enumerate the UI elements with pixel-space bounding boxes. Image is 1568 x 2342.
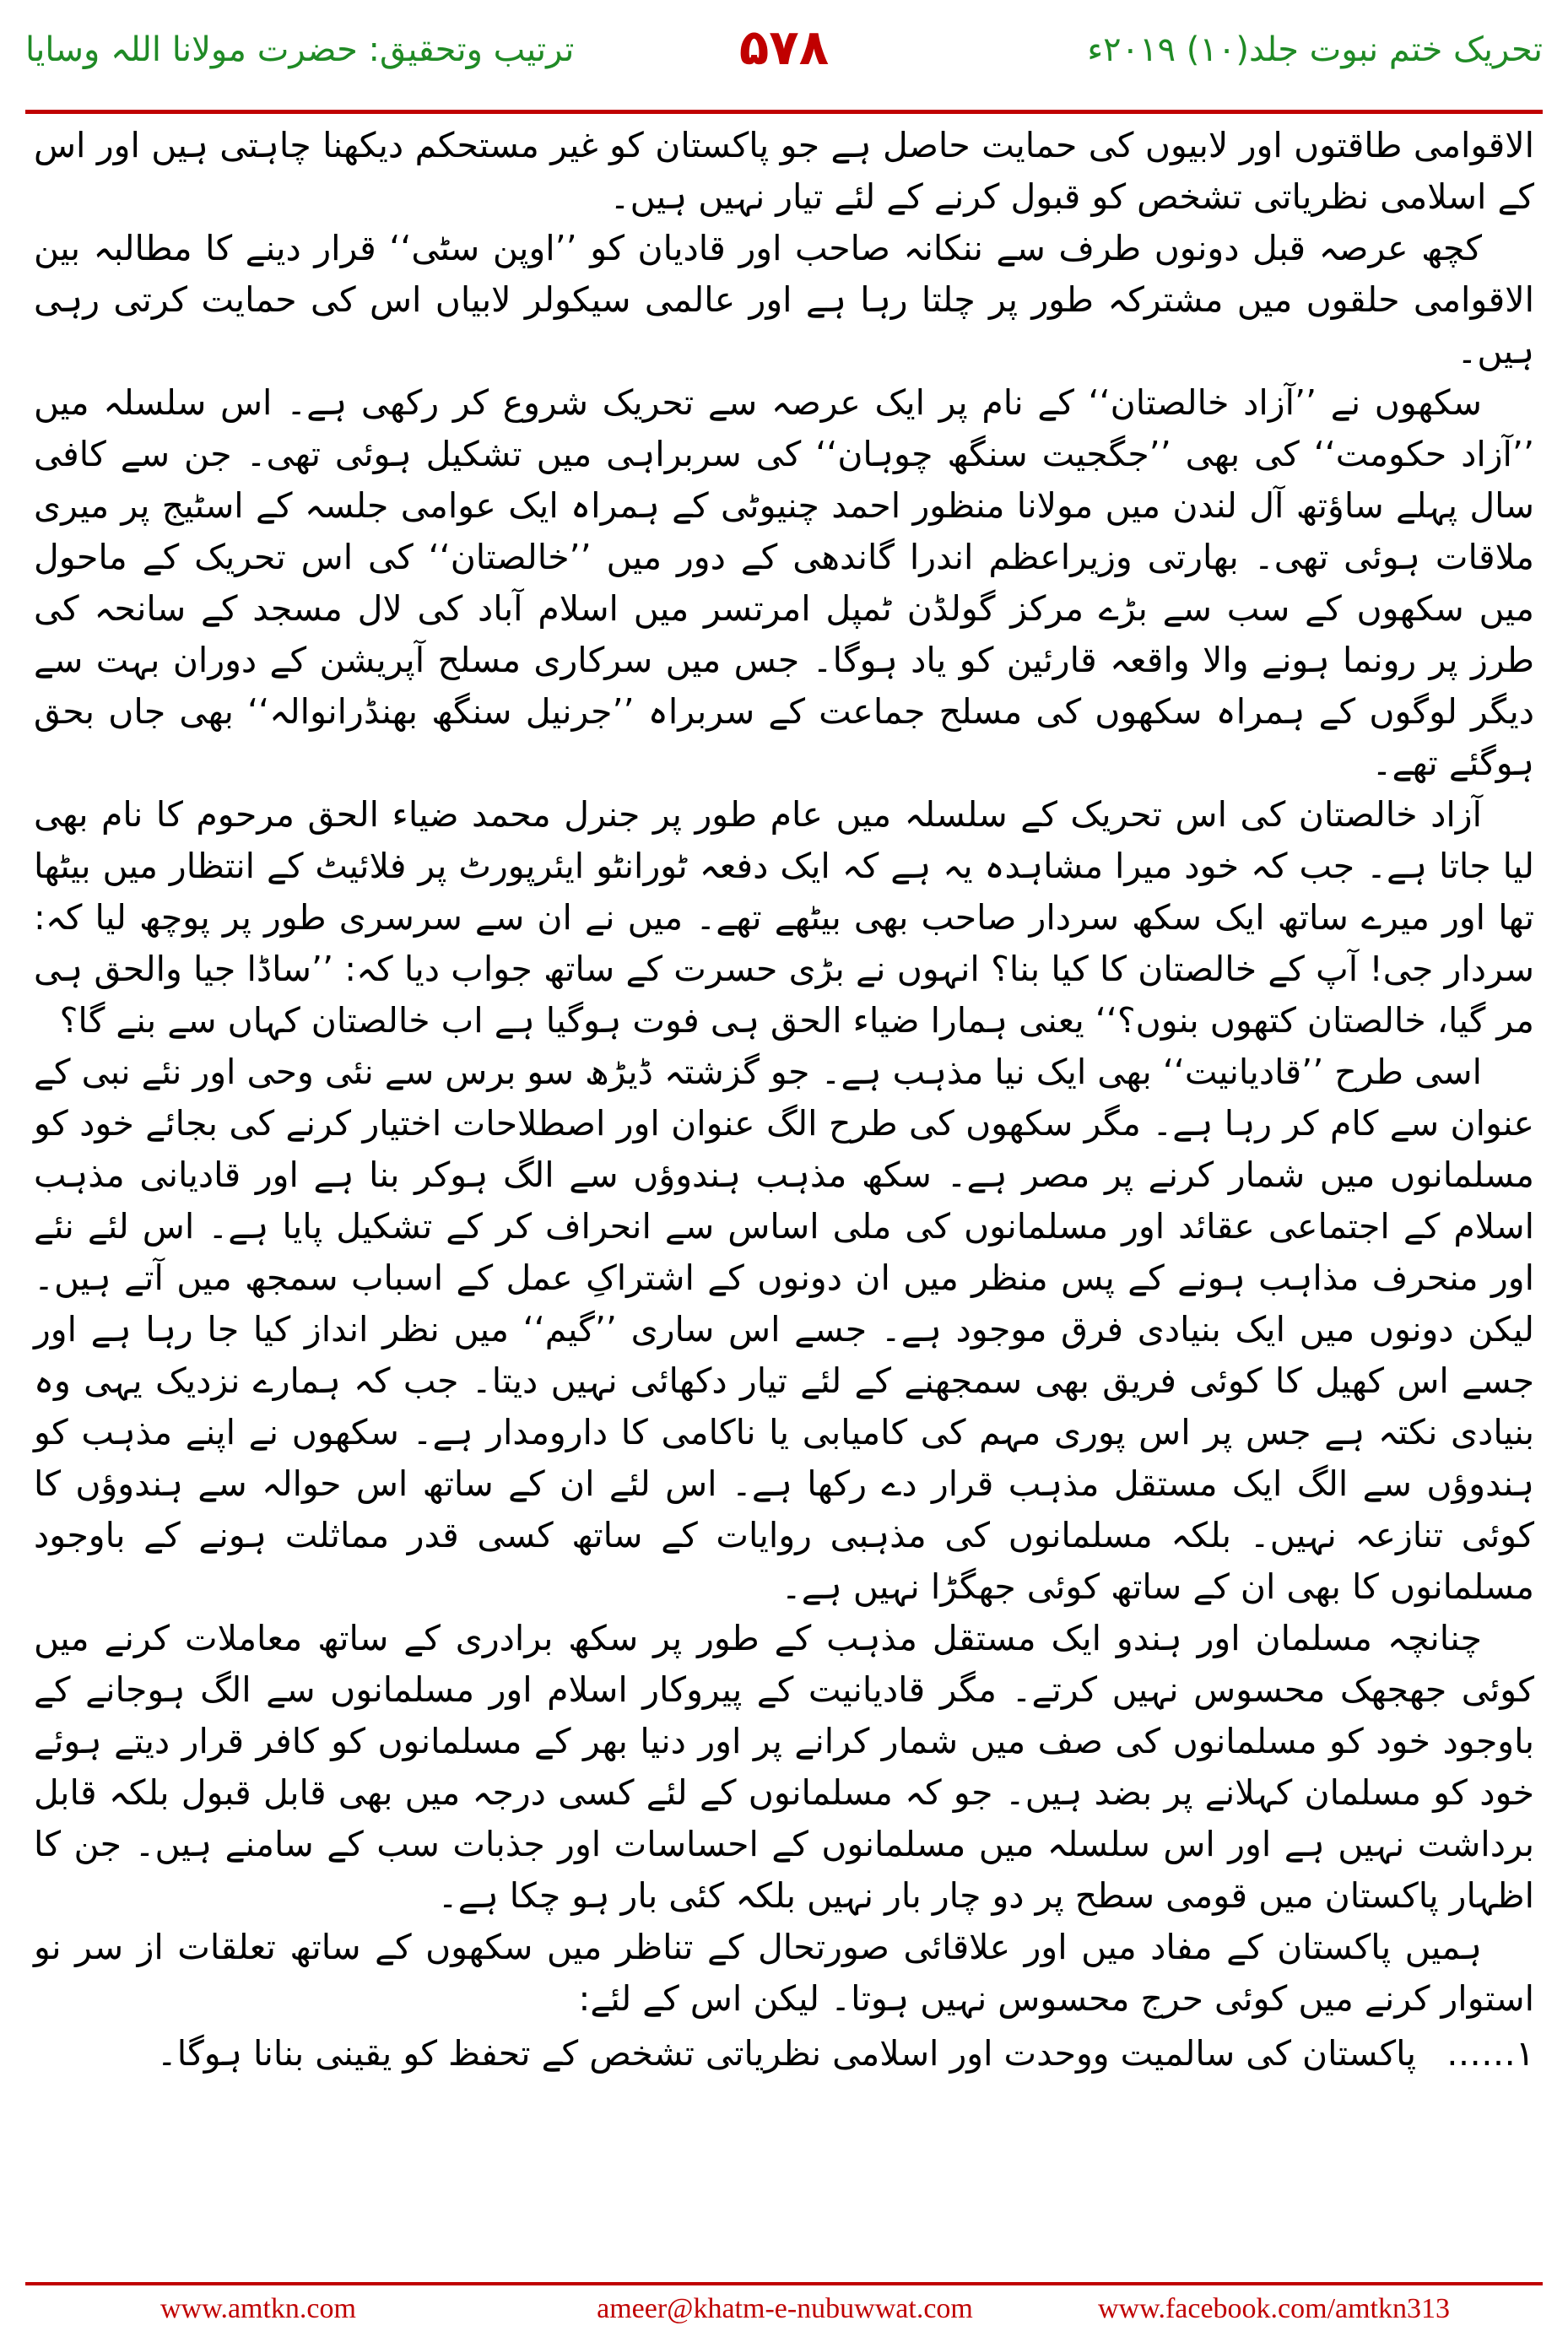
paragraph-6: چنانچہ مسلمان اور ہندو ایک مستقل مذہب کے طور پر سکھ برادری کے ساتھ معاملات کرنے میں کوئی جھجھک محسوس نہیں کرتے۔ مگر قادیانیت کے پیروکار اسلام اور مسلمانوں سے الگ ہوجانے کے باوجود خود کو مسلمانوں کی صف میں شمار کرانے پر اور دنیا بھر کے مسلمانوں کو کافر قرار دیتے ہوئے خود کو مسلمان کہلانے پر بضد ہیں۔ جو کہ مسلمانوں کے لئے کسی درجہ میں بھی قابل قبول بلکہ قابل برداشت نہیں ہے اور اس سلسلہ میں مسلمانوں کے احساسات اور جذبات سب کے سامنے ہیں۔ جن کا اظہار پاکستان میں قومی سطح پر دو چار بار نہیں بلکہ کئی بار ہو چکا ہے۔ — [34, 1618, 1534, 1916]
paragraph-3: سکھوں نے ’’آزاد خالصتان‘‘ کے نام پر ایک عرصہ سے تحریک شروع کر رکھی ہے۔ اس سلسلہ میں ’’آزاد حکومت‘‘ کی بھی ’’جگجیت سنگھ چوہان‘‘ کی سربراہی میں تشکیل ہوئی تھی۔ جن سے کافی سال پہلے ساؤتھ آل لندن میں مولانا منظور احمد چنیوٹی کے ہمراہ ایک عوامی جلسہ کے اسٹیج پر میری ملاقات ہوئی تھی۔ بھارتی وزیراعظم اندرا گاندھی کے دور میں ’’خالصتان‘‘ کی اس تحریک کے ماحول میں سکھوں کے سب سے بڑے مرکز گولڈن ٹمپل امرتسر میں اسلام آباد کی لال مسجد کے سانحہ کی طرز پر رونما ہونے والا واقعہ قارئین کو یاد ہوگا۔ جس میں سرکاری مسلح آپریشن کے دوران بہت سے دیگر لوگوں کے ہمراہ سکھوں کی مسلح جماعت کے سربراہ ’’جرنیل سنگھ بھنڈرانوالہ‘‘ بھی جاں بحق ہوگئے تھے۔ — [34, 382, 1534, 783]
page-header — [0, 0, 1568, 110]
footer-divider — [25, 2282, 1543, 2285]
website-link[interactable]: www.amtkn.com — [160, 2293, 356, 2324]
paragraph-4: آزاد خالصتان کی اس تحریک کے سلسلہ میں عام طور پر جنرل محمد ضیاء الحق مرحوم کا نام بھی لیا جاتا ہے۔ جب کہ خود میرا مشاہدہ یہ ہے کہ ایک دفعہ ٹورانٹو ایئرپورٹ پر فلائیٹ کے انتظار میں بیٹھا تھا اور میرے ساتھ ایک سکھ سردار صاحب بھی بیٹھے تھے۔ میں نے ان سے سرسری طور پر پوچھ لیا کہ: سردار جی! آپ کے خالصتان کا کیا بنا؟ انہوں نے بڑی حسرت کے ساتھ جواب دیا کہ: ’’ساڈا جیا والحق ہی مر گیا، خالصتان کتھوں بنوں؟‘‘ یعنی ہمارا ضیاء الحق ہی فوت ہوگیا ہے اب خالصتان کہاں سے بنے گا؟ — [34, 794, 1534, 1041]
email-link[interactable]: ameer@khatm-e-nubuwwat.com — [597, 2293, 973, 2324]
paragraph-7: ہمیں پاکستان کے مفاد میں اور علاقائی صورتحال کے تناظر میں سکھوں کے ساتھ تعلقات از سر نو استوار کرنے میں کوئی حرج محسوس نہیں ہوتا۔ لیکن اس کے لئے: — [34, 1927, 1534, 2019]
page-number: ۵۷۸ — [738, 19, 830, 76]
compiler-credit: ترتیب وتحقیق: حضرت مولانا اللہ وسایا — [25, 30, 575, 69]
paragraph-5: اسی طرح ’’قادیانیت‘‘ بھی ایک نیا مذہب ہے۔ جو گزشتہ ڈیڑھ سو برس سے نئی وحی اور نئے نبی کے عنوان سے کام کر رہا ہے۔ مگر سکھوں کی طرح الگ عنوان اور اصطلاحات اختیار کرنے کی بجائے خود کو مسلمانوں میں شمار کرنے پر مصر ہے۔ سکھ مذہب ہندوؤں سے الگ ہوکر بنا ہے اور قادیانی مذہب اسلام کے اجتماعی عقائد اور مسلمانوں کی ملی اساس سے انحراف کر کے تشکیل پایا ہے۔ اس لئے نئے اور منحرف مذاہب ہونے کے پس منظر میں ان دونوں کے اشتراکِ عمل کے اسباب سمجھ میں آتے ہیں۔ لیکن دونوں میں ایک بنیادی فرق موجود ہے۔ جسے اس ساری ’’گیم‘‘ میں نظر انداز کیا جا رہا ہے اور جسے اس کھیل کا کوئی فریق بھی سمجھنے کے لئے تیار دکھائی نہیں دیتا۔ جب کہ ہمارے نزدیک یہی وہ بنیادی نکتہ ہے جس پر اس پوری مہم کی کامیابی یا ناکامی کا دارومدار ہے۔ سکھوں نے اپنے مذہب کو ہندوؤں سے الگ ایک مستقل مذہب قرار دے رکھا ہے۔ اس لئے ان کے ساتھ اس حوالہ سے ہندوؤں کا کوئی تنازعہ نہیں۔ بلکہ مسلمانوں کی مذہبی روایات کے ساتھ کسی قدر مماثلت ہونے کے باوجود مسلمانوں کا بھی ان کے ساتھ کوئی جھگڑا نہیں ہے۔ — [34, 1052, 1534, 1607]
page-footer — [0, 2290, 1568, 2332]
point-text: پاکستان کی سالمیت ووحدت اور اسلامی نظریاتی تشخص کے تحفظ کو یقینی بنانا ہوگا۔ — [156, 2033, 1416, 2074]
paragraph-2: کچھ عرصہ قبل دونوں طرف سے ننکانہ صاحب اور قادیان کو ’’اوپن سٹی‘‘ قرار دینے کا مطالبہ بین الاقوامی حلقوں میں مشترکہ طور پر چلتا رہا ہے اور عالمی سیکولر لابیاں اس کی حمایت کرتی رہی ہیں۔ — [34, 228, 1534, 371]
point-number: ۱…… — [1446, 2033, 1534, 2074]
book-title: تحریک ختم نبوت جلد(۱۰) ۲۰۱۹ء — [1087, 30, 1543, 69]
paragraph-1: الاقوامی طاقتوں اور لابیوں کی حمایت حاصل ہے جو پاکستان کو غیر مستحکم دیکھنا چاہتی ہیں اور اس کے اسلامی نظریاتی تشخص کو قبول کرنے کے لئے تیار نہیں ہیں۔ — [34, 125, 1534, 217]
facebook-link[interactable]: www.facebook.com/amtkn313 — [1097, 2293, 1450, 2324]
header-divider — [25, 110, 1543, 114]
numbered-point — [34, 2028, 1534, 2080]
body-text — [34, 120, 1534, 2247]
